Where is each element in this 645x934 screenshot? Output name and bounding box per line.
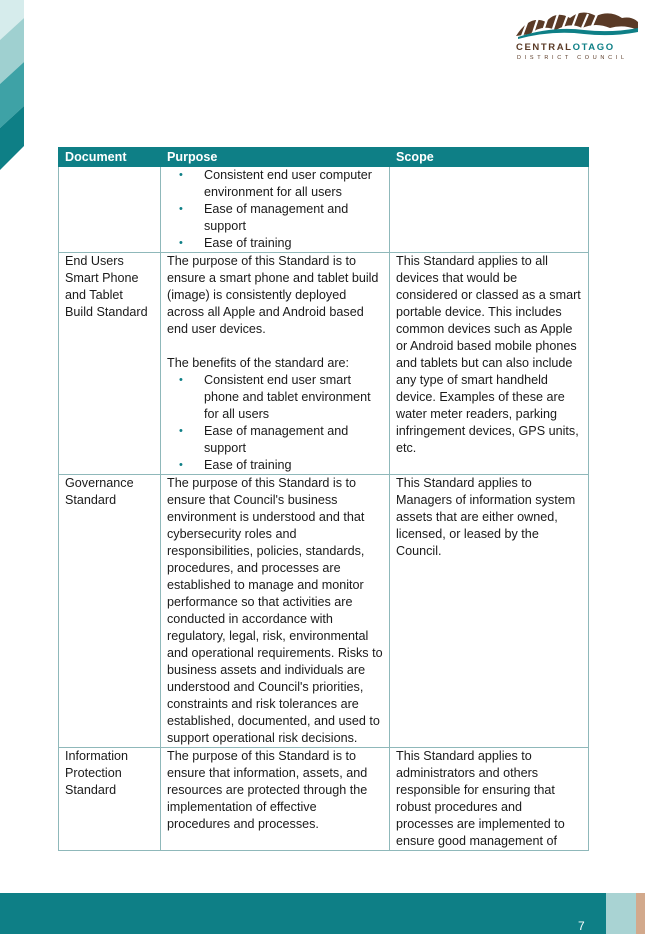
- list-item: • Ease of training: [179, 236, 292, 250]
- bullet-icon: •: [179, 169, 183, 181]
- footer-accent-tan: [636, 893, 645, 934]
- scope-cell: This Standard applies to administrators and others responsible for ensuring that robust procedures and processes are implemented to ensure good management of: [390, 748, 589, 851]
- header-document: Document: [59, 148, 161, 167]
- logo-subtitle: DISTRICT COUNCIL: [517, 55, 628, 61]
- benefits-list: [167, 167, 383, 252]
- list-item: • Consistent end user computer environment for all users: [179, 168, 373, 199]
- mountains-logo-icon: [512, 6, 640, 40]
- purpose-intro: The purpose of this Standard is to ensure a smart phone and tablet build (image) is consistently deployed across all Apple and Android based end user devices.: [167, 254, 379, 336]
- list-item: • Ease of management and support: [179, 202, 349, 233]
- scope-cell: This Standard applies to all devices that would be considered or classed as a smart portable device. This includes common devices such as Apple or Android based mobile phones and tablets but can also include any type of smart handheld device. Examples of these are water meter readers, parking infringement devices, GPS units, etc.: [390, 253, 589, 475]
- document-cell: Governance Standard: [59, 475, 161, 748]
- page-number: 7: [578, 919, 585, 933]
- bullet-icon: •: [179, 459, 183, 471]
- purpose-cell: The purpose of this Standard is to ensure that Council's business environment is understood and that cybersecurity roles and responsibilities, policies, standards, procedures, and processes are established to manage and monitor performance so that activities are conducted in accordance with regulatory, legal, risk, environmental and operational requirements. Risks to business assets and individuals are understood and Council's priorities, constraints and risk tolerances are established, documented, and used to support operational risk decisions.: [161, 475, 390, 748]
- document-cell: End Users Smart Phone and Tablet Build Standard: [59, 253, 161, 475]
- bullet-icon: •: [179, 237, 183, 249]
- scope-cell: [390, 167, 589, 253]
- document-cell: Information Protection Standard: [59, 748, 161, 851]
- table-row: [59, 167, 589, 253]
- table-row: [59, 475, 589, 748]
- table-row: [59, 253, 589, 475]
- bullet-icon: •: [179, 203, 183, 215]
- header-purpose: Purpose: [161, 148, 390, 167]
- council-logo: [512, 6, 640, 62]
- bullet-icon: •: [179, 374, 183, 386]
- header-scope: Scope: [390, 148, 589, 167]
- standards-table: [58, 147, 589, 851]
- list-item: • Consistent end user smart phone and tablet environment for all users: [179, 373, 371, 421]
- footer-band: [0, 893, 606, 934]
- table-header-row: [59, 148, 589, 167]
- scope-cell: This Standard applies to Managers of information system assets that are either owned, licensed, or leased by the Council.: [390, 475, 589, 748]
- purpose-cell: [161, 167, 390, 253]
- logo-wordmark: CENTRALOTAGO: [516, 42, 615, 53]
- left-decorative-stripes: [0, 0, 24, 170]
- footer-accent-light: [606, 893, 636, 934]
- benefits-heading: The benefits of the standard are:: [167, 356, 350, 370]
- document-cell: [59, 167, 161, 253]
- list-item: • Ease of training: [179, 458, 292, 472]
- purpose-cell: The purpose of this Standard is to ensure that information, assets, and resources are protected through the implementation of effective procedures and processes.: [161, 748, 390, 851]
- benefits-list: [167, 372, 383, 474]
- table-row: [59, 748, 589, 851]
- purpose-cell: [161, 253, 390, 475]
- list-item: • Ease of management and support: [179, 424, 349, 455]
- bullet-icon: •: [179, 425, 183, 437]
